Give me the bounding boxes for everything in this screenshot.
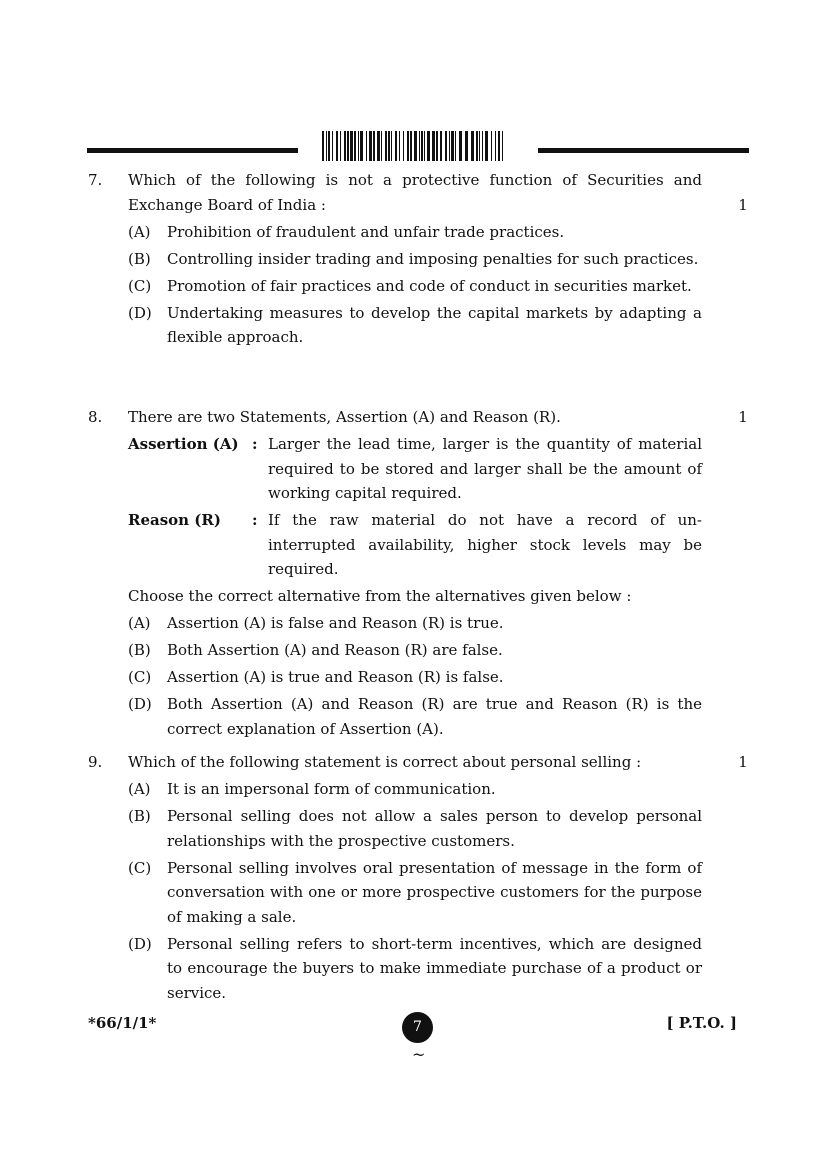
reason <box>128 508 702 582</box>
barcode-bar <box>385 131 387 161</box>
option-label: (A) <box>128 780 151 798</box>
barcode-bar <box>377 131 380 161</box>
question-marks: 1 <box>738 753 748 771</box>
option <box>128 932 702 1006</box>
barcode-bar <box>373 131 375 161</box>
barcode-bar <box>332 131 333 161</box>
barcode-bar <box>399 131 400 161</box>
option-label: (B) <box>128 249 151 268</box>
barcode-bar <box>350 131 353 161</box>
option-label: (C) <box>128 276 152 295</box>
question-number: 7. <box>88 171 103 189</box>
option-label: (B) <box>128 641 151 659</box>
option-label: (A) <box>128 222 151 241</box>
option <box>128 692 702 741</box>
barcode-bar <box>451 131 454 161</box>
barcode-bar <box>495 131 496 161</box>
option-text: Undertaking measures to develop the capital markets by adapting a flexible approach. <box>167 303 702 346</box>
question-number: 9. <box>88 753 103 771</box>
barcode-bar <box>449 131 450 161</box>
barcode-bar <box>436 131 438 161</box>
option <box>128 247 702 272</box>
barcode-bar <box>410 131 412 161</box>
barcode-bar <box>485 131 488 161</box>
option <box>128 274 702 299</box>
option-text: Personal selling refers to short-term incentives, which are designed to encourage the buyers to make immediate purchase of a product or service. <box>167 934 702 1002</box>
question-9 <box>88 750 748 1005</box>
barcode-bar <box>403 131 404 161</box>
option <box>128 665 702 690</box>
barcode-bar <box>414 131 417 161</box>
assertion <box>128 432 702 506</box>
reason-label: Reason (R) <box>128 511 221 529</box>
paper-code: *66/1/1* <box>88 1014 157 1032</box>
barcode-bar <box>381 131 382 161</box>
question-marks: 1 <box>738 195 748 214</box>
question-text: Which of the following statement is correct about personal selling : <box>128 753 642 771</box>
barcode-bar <box>344 131 346 161</box>
barcode-bar <box>395 131 397 161</box>
reason-text: If the raw material do not have a record of un-interrupted availability, higher stock levels may be required. <box>268 511 702 578</box>
option-text: It is an impersonal form of communication. <box>167 780 496 798</box>
barcode-bar <box>491 131 492 161</box>
barcode-bar <box>479 131 480 161</box>
assertion-label: Assertion (A) <box>128 435 239 453</box>
option-label: (C) <box>128 668 152 686</box>
option-label: (D) <box>128 303 152 322</box>
option-text: Both Assertion (A) and Reason (R) are true and Reason (R) is the correct explanation of Assertion (A). <box>167 695 702 738</box>
option-text: Personal selling involves oral presentation of message in the form of conversation with one or more prospective customers for the purpose of making a sale. <box>167 858 702 926</box>
barcode <box>322 131 506 161</box>
question-8 <box>88 405 748 741</box>
question-text: Which of the following is not a protective function of Securities and Exchange Board of India : <box>128 171 702 214</box>
option <box>128 611 702 636</box>
barcode-bar <box>465 131 468 161</box>
barcode-bar <box>336 131 338 161</box>
header-rule-left <box>87 148 298 153</box>
instruction: Choose the correct alternative from the alternatives given below : <box>128 587 632 605</box>
option-text: Promotion of fair practices and code of conduct in securities market. <box>167 276 692 295</box>
barcode-bar <box>502 131 503 161</box>
barcode-bar <box>322 131 324 161</box>
option-text: Assertion (A) is true and Reason (R) is false. <box>167 668 504 686</box>
barcode-bar <box>421 131 423 161</box>
barcode-bar <box>424 131 425 161</box>
barcode-bar <box>459 131 462 161</box>
option-label: (D) <box>128 695 152 713</box>
barcode-bar <box>440 131 442 161</box>
option-label: (A) <box>128 614 151 632</box>
barcode-bar <box>354 131 356 161</box>
option <box>128 777 702 802</box>
header-rule-right <box>538 148 749 153</box>
question-number: 8. <box>88 408 103 426</box>
barcode-bar <box>427 131 430 161</box>
page-number: 7 <box>402 1012 433 1043</box>
barcode-bar <box>391 131 392 161</box>
option-text: Both Assertion (A) and Reason (R) are false. <box>167 641 503 659</box>
option <box>128 804 702 853</box>
pto-label: [ P.T.O. ] <box>666 1014 737 1032</box>
reason-colon: : <box>252 511 258 529</box>
barcode-bar <box>388 131 390 161</box>
barcode-bar <box>476 131 478 161</box>
option-text: Controlling insider trading and imposing penalties for such practices. <box>167 249 699 268</box>
barcode-bar <box>369 131 372 161</box>
option <box>128 638 702 663</box>
barcode-bar <box>498 131 500 161</box>
option <box>128 220 702 245</box>
barcode-bar <box>455 131 456 161</box>
barcode-bar <box>445 131 447 161</box>
tilde-mark: ~ <box>412 1045 426 1064</box>
question-7 <box>88 168 748 350</box>
option <box>128 856 702 930</box>
barcode-bar <box>366 131 367 161</box>
assertion-text: Larger the lead time, larger is the quantity of material required to be stored and larger shall be the amount of working capital required. <box>268 435 702 502</box>
option-label: (C) <box>128 858 152 877</box>
barcode-bar <box>347 131 349 161</box>
barcode-bar <box>358 131 359 161</box>
option-text: Personal selling does not allow a sales person to develop personal relationships with the prospective customers. <box>167 807 702 850</box>
barcode-bar <box>482 131 483 161</box>
barcode-bar <box>407 131 409 161</box>
barcode-bar <box>360 131 363 161</box>
barcode-bar <box>471 131 474 161</box>
assertion-colon: : <box>252 435 258 453</box>
option-text: Assertion (A) is false and Reason (R) is true. <box>167 614 504 632</box>
option-label: (B) <box>128 807 151 825</box>
option-text: Prohibition of fraudulent and unfair trade practices. <box>167 222 565 241</box>
barcode-bar <box>340 131 341 161</box>
barcode-bar <box>326 131 327 161</box>
barcode-bar <box>419 131 420 161</box>
barcode-bar <box>432 131 435 161</box>
barcode-bar <box>328 131 330 161</box>
option <box>128 301 702 350</box>
question-text: There are two Statements, Assertion (A) and Reason (R). <box>128 408 561 426</box>
question-marks: 1 <box>738 408 748 426</box>
option-label: (D) <box>128 934 152 953</box>
